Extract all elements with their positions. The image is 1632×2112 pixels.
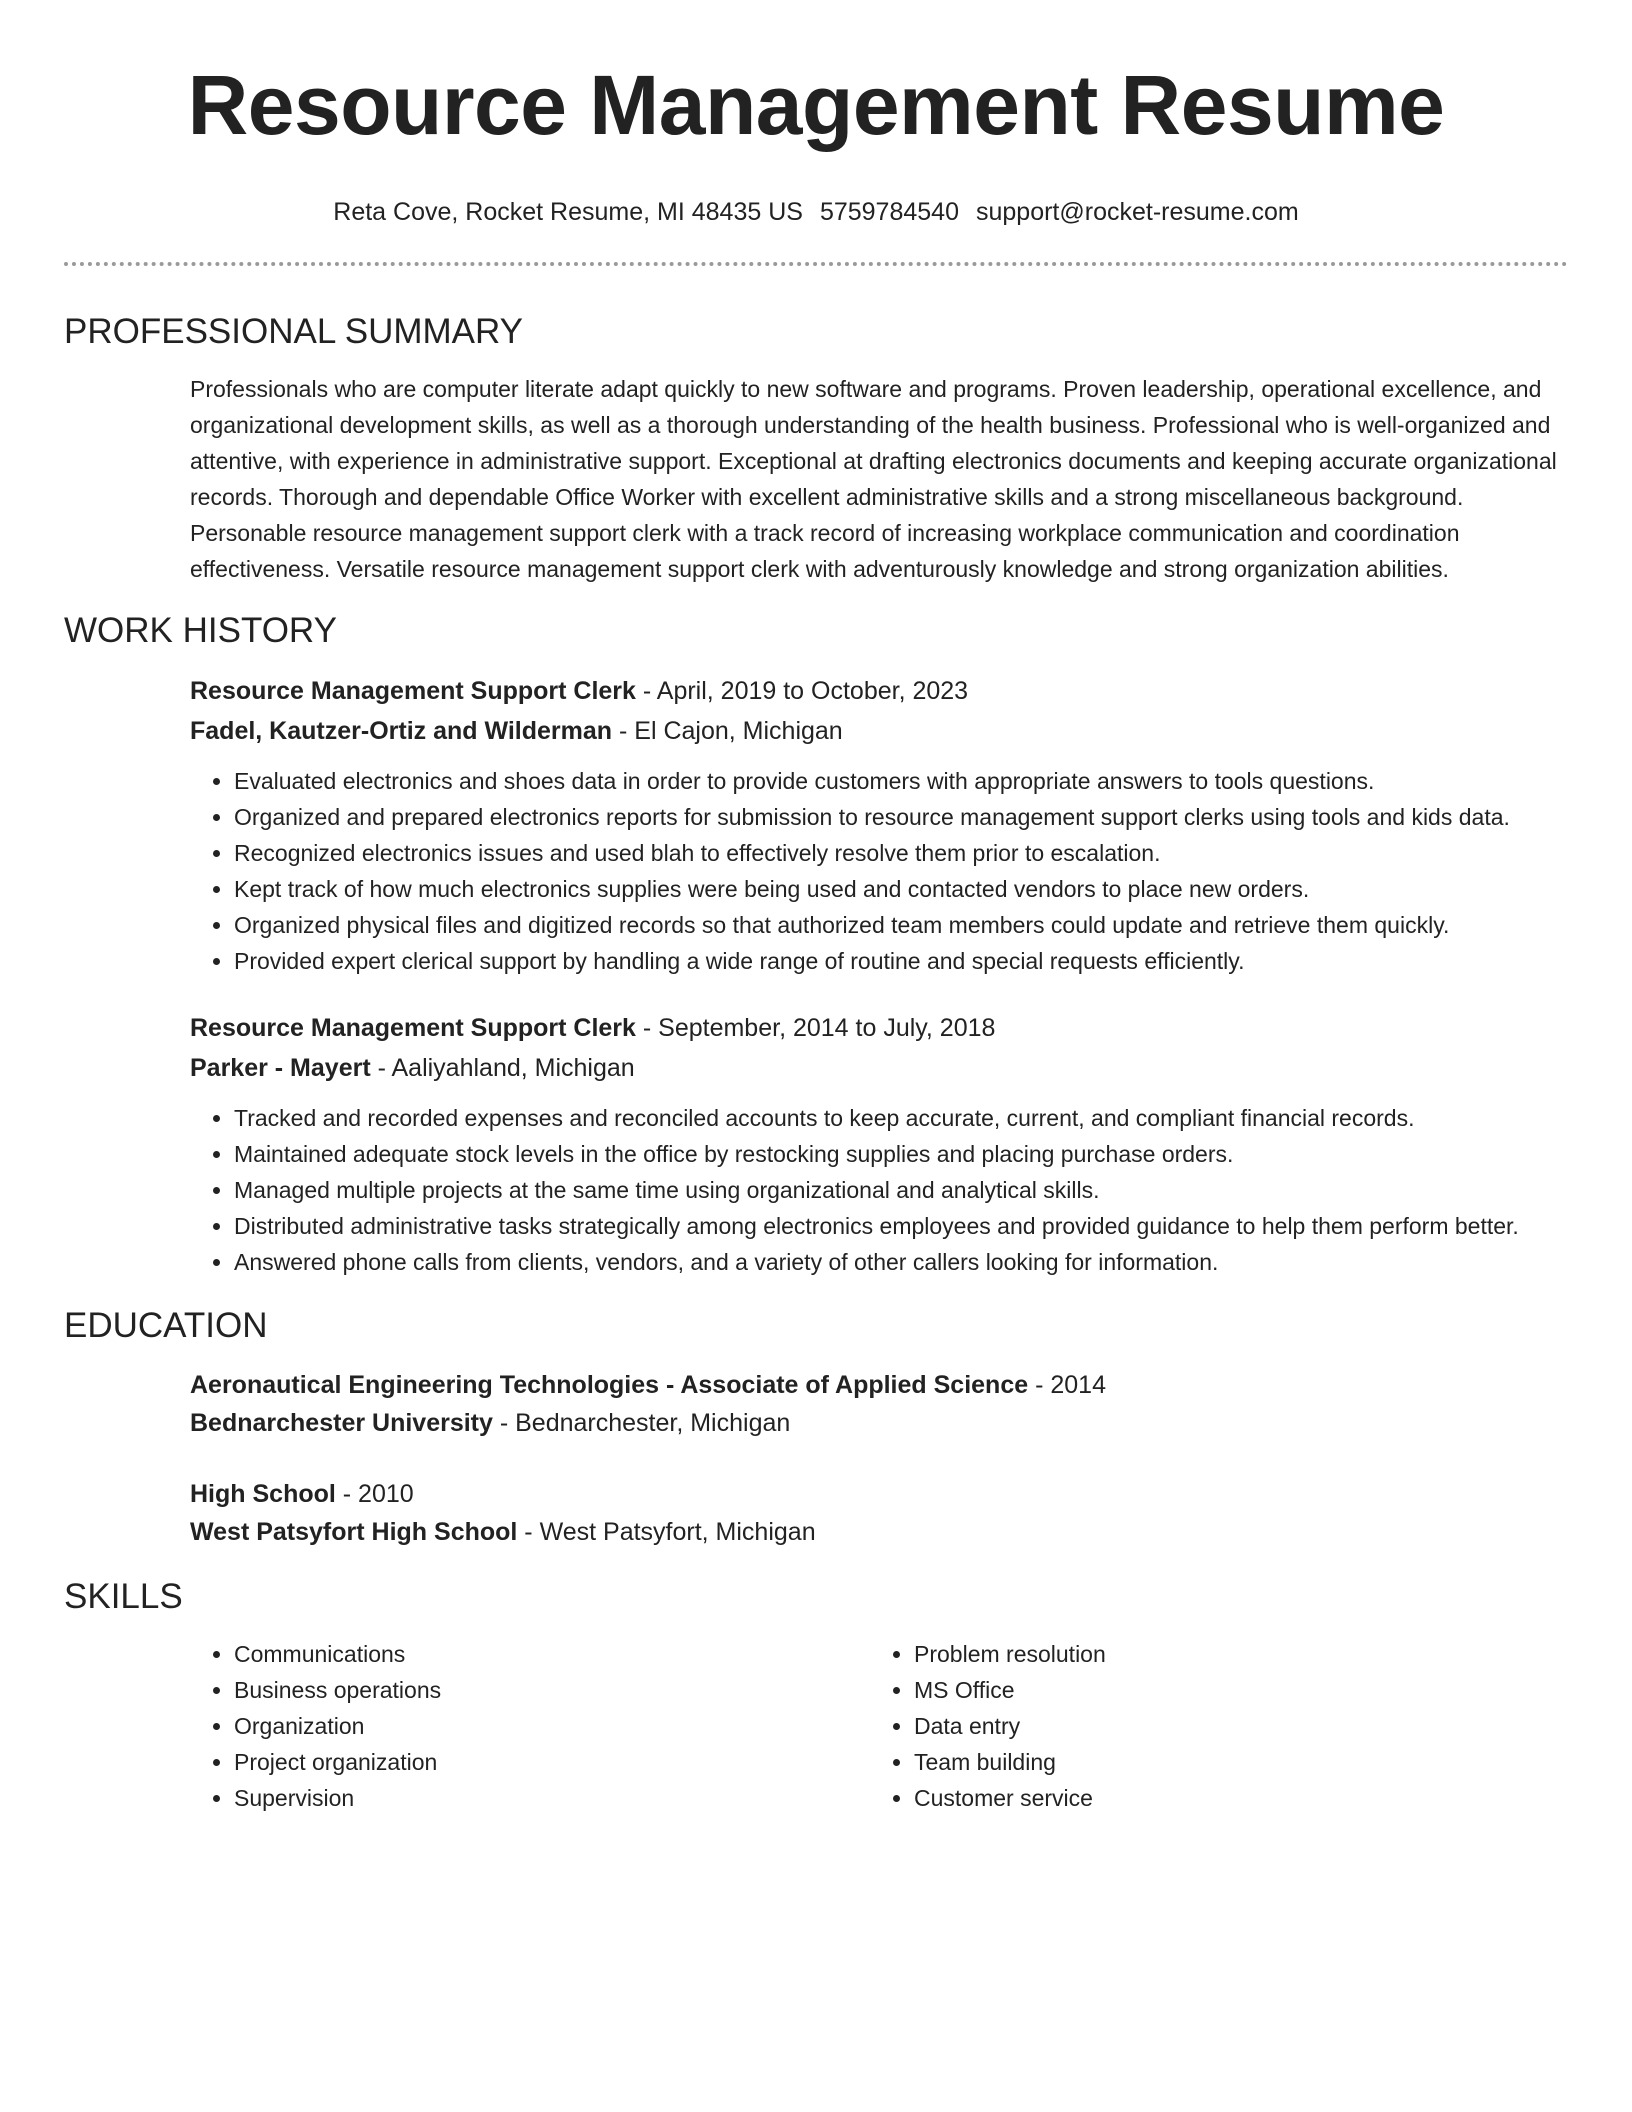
contact-line	[64, 197, 1568, 227]
edu-school-line	[190, 1513, 1568, 1551]
edu-degree-line	[190, 1366, 1568, 1404]
contact-email: support@rocket-resume.com	[975, 198, 1299, 226]
edu-year: - 2014	[1028, 1371, 1106, 1399]
skill-item: • Supervision	[234, 1780, 870, 1816]
job-bullet: • Recognized electronics issues and used blah to effectively resolve them prior to escalation.	[234, 835, 1568, 871]
job-bullet: • Organized and prepared electronics reports for submission to resource management support clerks using tools and kids data.	[234, 799, 1568, 835]
job-bullet: • Tracked and recorded expenses and reconciled accounts to keep accurate, current, and compliant financial records.	[234, 1100, 1568, 1136]
edu-school: West Patsyfort High School	[190, 1518, 518, 1546]
education-entry	[190, 1475, 1568, 1551]
job-dates: - September, 2014 to July, 2018	[635, 1014, 996, 1042]
job-bullet: • Kept track of how much electronics supplies were being used and contacted vendors to place new orders.	[234, 871, 1568, 907]
skill-item: • Problem resolution	[914, 1636, 1550, 1672]
job-entry	[190, 1008, 1568, 1280]
education-entry	[190, 1366, 1568, 1442]
job-bullet: • Evaluated electronics and shoes data in order to provide customers with appropriate answers to tools questions.	[234, 763, 1568, 799]
job-entry	[190, 671, 1568, 979]
job-company-line	[190, 1048, 1568, 1088]
job-title: Resource Management Support Clerk	[190, 1014, 636, 1042]
job-bullet: • Maintained adequate stock levels in the office by restocking supplies and placing purchase orders.	[234, 1136, 1568, 1172]
skill-item: • MS Office	[914, 1672, 1550, 1708]
skill-item: • Business operations	[234, 1672, 870, 1708]
contact-address: Reta Cove, Rocket Resume, MI 48435 US	[333, 198, 803, 226]
skills-column-right	[870, 1636, 1550, 1816]
job-bullet: • Distributed administrative tasks strategically among electronics employees and provided guidance to help them perform better.	[234, 1208, 1568, 1244]
edu-location: - Bednarchester, Michigan	[492, 1409, 791, 1437]
resume-title: Resource Management Resume	[187, 58, 1445, 152]
edu-school-line	[190, 1404, 1568, 1442]
job-company-line	[190, 711, 1568, 751]
job-bullet: • Organized physical files and digitized records so that authorized team members could update and retrieve them quickly.	[234, 907, 1568, 943]
job-bullets	[190, 763, 1568, 979]
skill-item: • Communications	[234, 1636, 870, 1672]
summary-heading: PROFESSIONAL SUMMARY	[64, 312, 523, 351]
skills-section	[190, 1636, 1568, 1816]
skills-heading: SKILLS	[64, 1577, 183, 1616]
edu-degree-line	[190, 1475, 1568, 1513]
skills-list	[190, 1636, 870, 1816]
summary-section	[190, 371, 1568, 587]
job-location: - El Cajon, Michigan	[612, 717, 843, 745]
job-bullet: • Managed multiple projects at the same time using organizational and analytical skills.	[234, 1172, 1568, 1208]
education-heading: EDUCATION	[64, 1306, 268, 1345]
edu-degree: High School	[190, 1480, 336, 1508]
resume-page	[64, 0, 1568, 1816]
header-divider	[64, 262, 1568, 266]
edu-school: Bednarchester University	[190, 1409, 493, 1437]
edu-year: - 2010	[335, 1480, 414, 1508]
skill-item: • Organization	[234, 1708, 870, 1744]
job-company: Parker - Mayert	[190, 1054, 371, 1082]
job-title-line	[190, 1008, 1568, 1048]
skill-item: • Data entry	[914, 1708, 1550, 1744]
skill-item: • Team building	[914, 1744, 1550, 1780]
edu-location: - West Patsyfort, Michigan	[517, 1518, 816, 1546]
contact-phone: 5759784540	[819, 198, 959, 226]
work-history-heading: WORK HISTORY	[64, 611, 337, 650]
job-location: - Aaliyahland, Michigan	[370, 1054, 635, 1082]
job-title-line	[190, 671, 1568, 711]
job-title: Resource Management Support Clerk	[190, 677, 636, 705]
skills-column-left	[190, 1636, 870, 1816]
skill-item: • Project organization	[234, 1744, 870, 1780]
summary-text: Professionals who are computer literate adapt quickly to new software and programs. Proven leadership, operational excellence, and organizational development skills, as well as a thorough understanding of the health business. Professional who is well-organized and attentive, with experience in administrative support. Exceptional at drafting electronics documents and keeping accurate organizational records. Thorough and dependable Office Worker with excellent administrative skills and a strong miscellaneous background. Personable resource management support clerk with a track record of increasing workplace communication and coordination effectiveness. Versatile resource management support clerk with adventurously knowledge and strong organization abilities.	[190, 376, 1557, 582]
edu-degree: Aeronautical Engineering Technologies - Associate of Applied Science	[190, 1371, 1029, 1399]
skills-list	[870, 1636, 1550, 1816]
job-bullet: • Answered phone calls from clients, vendors, and a variety of other callers looking for information.	[234, 1244, 1568, 1280]
job-bullet: • Provided expert clerical support by handling a wide range of routine and special requests efficiently.	[234, 943, 1568, 979]
job-bullets	[190, 1100, 1568, 1280]
job-company: Fadel, Kautzer-Ortiz and Wilderman	[190, 717, 613, 745]
job-dates: - April, 2019 to October, 2023	[635, 677, 969, 705]
skill-item: • Customer service	[914, 1780, 1550, 1816]
